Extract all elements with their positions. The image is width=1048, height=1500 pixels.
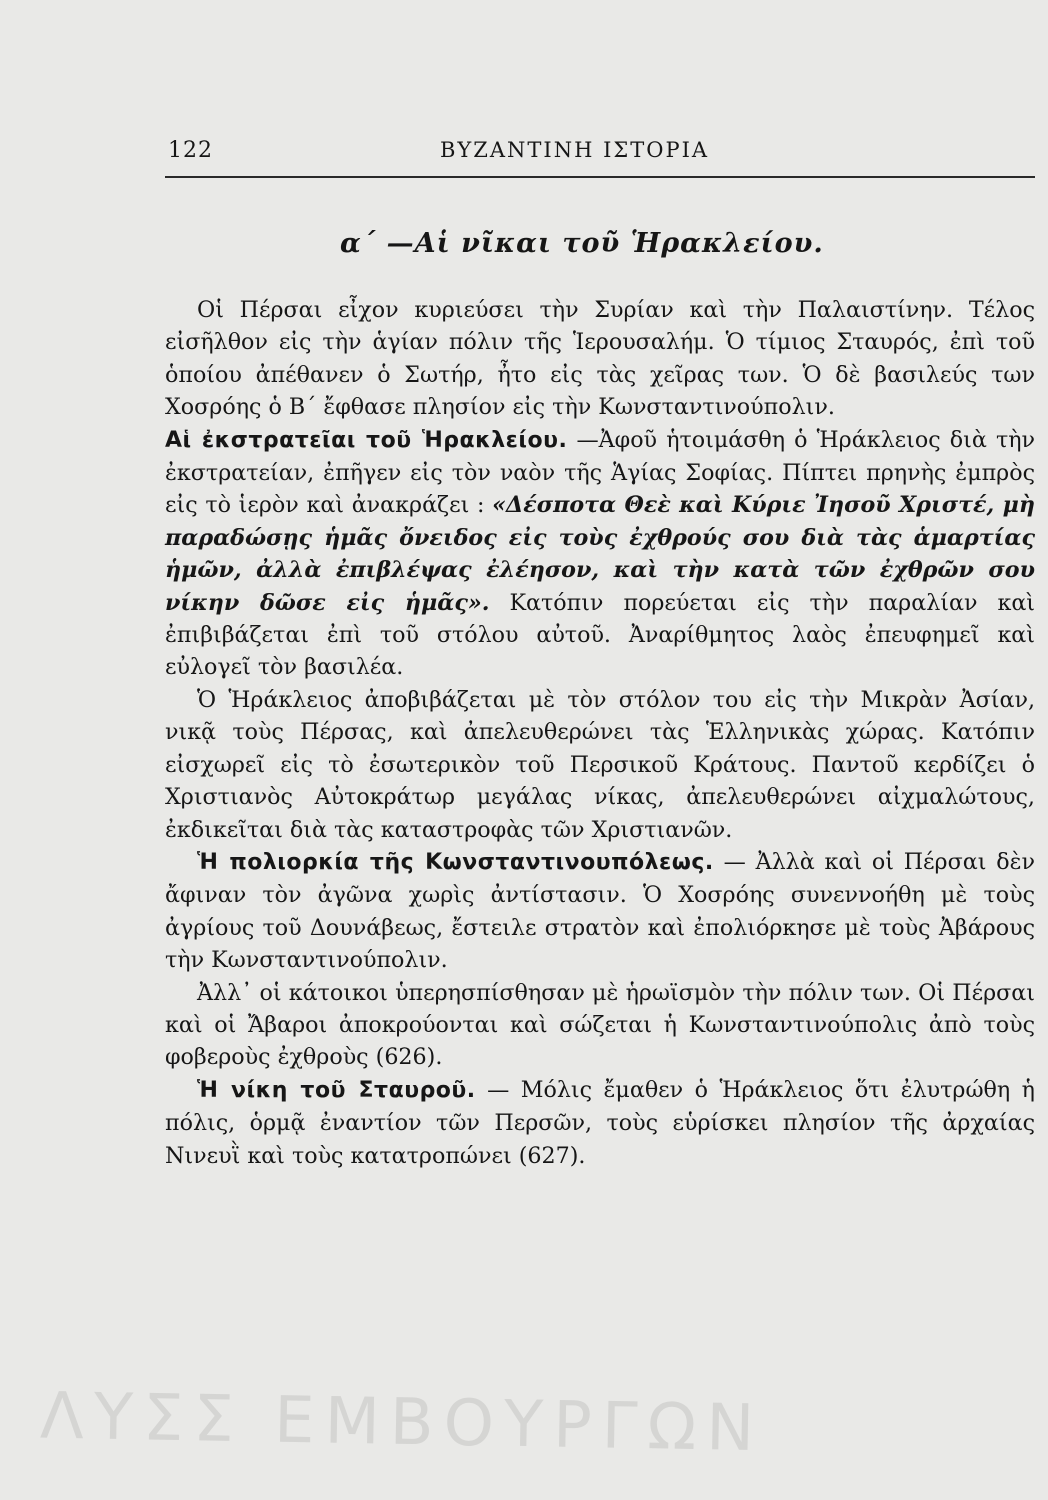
page-number: 122 bbox=[168, 138, 213, 163]
paragraph-siege bbox=[165, 846, 1035, 977]
body-text bbox=[165, 294, 1035, 1172]
paragraph-defense: Ἀλλ᾽ οἱ κάτοικοι ὑπερησπίσθησαν μὲ ἡρωϊσμὸν τὴν πόλιν των. Οἱ Πέρσαι καὶ οἱ Ἄβαροι ἀποκρούονται καὶ σώζεται ἡ Κωνσταντινούπολις ἀπὸ τοὺς φοβεροὺς ἐχθροὺς (626). bbox=[165, 979, 1035, 1071]
paragraph-persian-conquest: Οἱ Πέρσαι εἶχον κυριεύσει τὴν Συρίαν καὶ τὴν Παλαιστίνην. Τέλος εἰσῆλθον εἰς τὴν ἁγίαν πόλιν τῆς Ἱερουσαλήμ. Ὁ τίμιος Σταυρός, ἐπὶ τοῦ ὁποίου ἀπέθανεν ὁ Σωτήρ, ἦτο εἰς τὰς χεῖρας των. Ὁ δὲ βασιλεύς των Χοσρόης ὁ Β΄ ἔφθασε πλησίον εἰς τὴν Κωνσταντινούπολιν. bbox=[165, 297, 1035, 421]
subheading-cross-victory: Ἡ νίκη τοῦ Σταυροῦ. bbox=[197, 1077, 476, 1103]
section-title: α΄ —Αἱ νῖκαι τοῦ Ἡρακλείου. bbox=[340, 228, 824, 259]
running-title: ΒΥΖΑΝΤΙΝΗ ΙΣΤΟΡΙΑ bbox=[440, 138, 710, 162]
subheading-campaigns: Αἱ ἐκστρατεῖαι τοῦ Ἡρακλείου. bbox=[165, 427, 568, 453]
siege-text: — Ἀλλὰ καὶ οἱ Πέρσαι δὲν ἄφιναν τὸν ἀγῶνα χωρὶς ἀντίστασιν. Ὁ Χοσρόης συνεννοήθη μὲ τοὺς ἀγρίους τοῦ Δουνάβεως, ἔστειλε στρατὸν καὶ ἐπολιόρκησε μὲ τοὺς Ἀβάρους τὴν Κωνσταντινούπολιν. bbox=[165, 848, 1035, 974]
campaigns-text-b: Κατόπιν πορεύεται εἰς τὴν παραλίαν καὶ ἐπιβιβάζεται ἐπὶ τοῦ στόλου αὐτοῦ. Ἀναρίθμητος λαὸς ἐπευφημεῖ καὶ εὐλογεῖ τὸν βασιλέα. bbox=[165, 589, 1036, 681]
embossed-stamp: ΛΥΣΣ ΕΜΒΟΥΡΓΩΝ bbox=[39, 1379, 765, 1467]
prayer-quote: «Δέσποτα Θεὲ καὶ Κύριε Ἰησοῦ Χριστέ, μὴ παραδώσῃς ἡμᾶς ὄνειδος εἰς τοὺς ἐχθρούς σου διὰ τὰς ἁμαρτίας ἡμῶν, ἀλλὰ ἐπιβλέψας ἐλέησον, καὶ τὴν κατὰ τῶν ἐχθρῶν σου νίκην δῶσε εἰς ἡμᾶς». bbox=[165, 492, 1035, 616]
cross-victory-text: — Μόλις ἔμαθεν ὁ Ἡράκλειος ὅτι ἐλυτρώθη ἡ πόλις, ὁρμᾷ ἐναντίον τῶν Περσῶν, τοὺς εὑρίσκει πλησίον τῆς ἀρχαίας Νινευῒ καὶ τοὺς κατατροπώνει (627). bbox=[165, 1076, 1035, 1169]
paragraph-cross-victory bbox=[165, 1074, 1035, 1172]
subheading-siege: Ἡ πολιορκία τῆς Κωνσταντινουπόλεως. bbox=[197, 849, 714, 875]
page-header bbox=[165, 128, 1035, 178]
campaigns-text-a: —Ἀφοῦ ἡτοιμάσθη ὁ Ἡράκλειος διὰ τὴν ἐκστρατείαν, ἐπῆγεν εἰς τὸν ναὸν τῆς Ἁγίας Σοφίας. Πίπτει πρηνὴς ἐμπρὸς εἰς τὸ ἱερὸν καὶ ἀνακράζει : bbox=[165, 426, 1036, 519]
paragraph-campaigns bbox=[165, 424, 1035, 684]
paragraph-victories: Ὁ Ἡράκλειος ἀποβιβάζεται μὲ τὸν στόλον του εἰς τὴν Μικρὰν Ἀσίαν, νικᾷ τοὺς Πέρσας, καὶ ἀπελευθερώνει τὰς Ἑλληνικὰς χώρας. Κατόπιν εἰσχωρεῖ εἰς τὸ ἐσωτερικὸν τοῦ Περσικοῦ Κράτους. Παντοῦ κερδίζει ὁ Χριστιανὸς Αὐτοκράτωρ μεγάλας νίκας, ἀπελευθερώνει αἰχμαλώτους, ἐκδικεῖται διὰ τὰς καταστροφὰς τῶν Χριστιανῶν. bbox=[165, 686, 1035, 843]
